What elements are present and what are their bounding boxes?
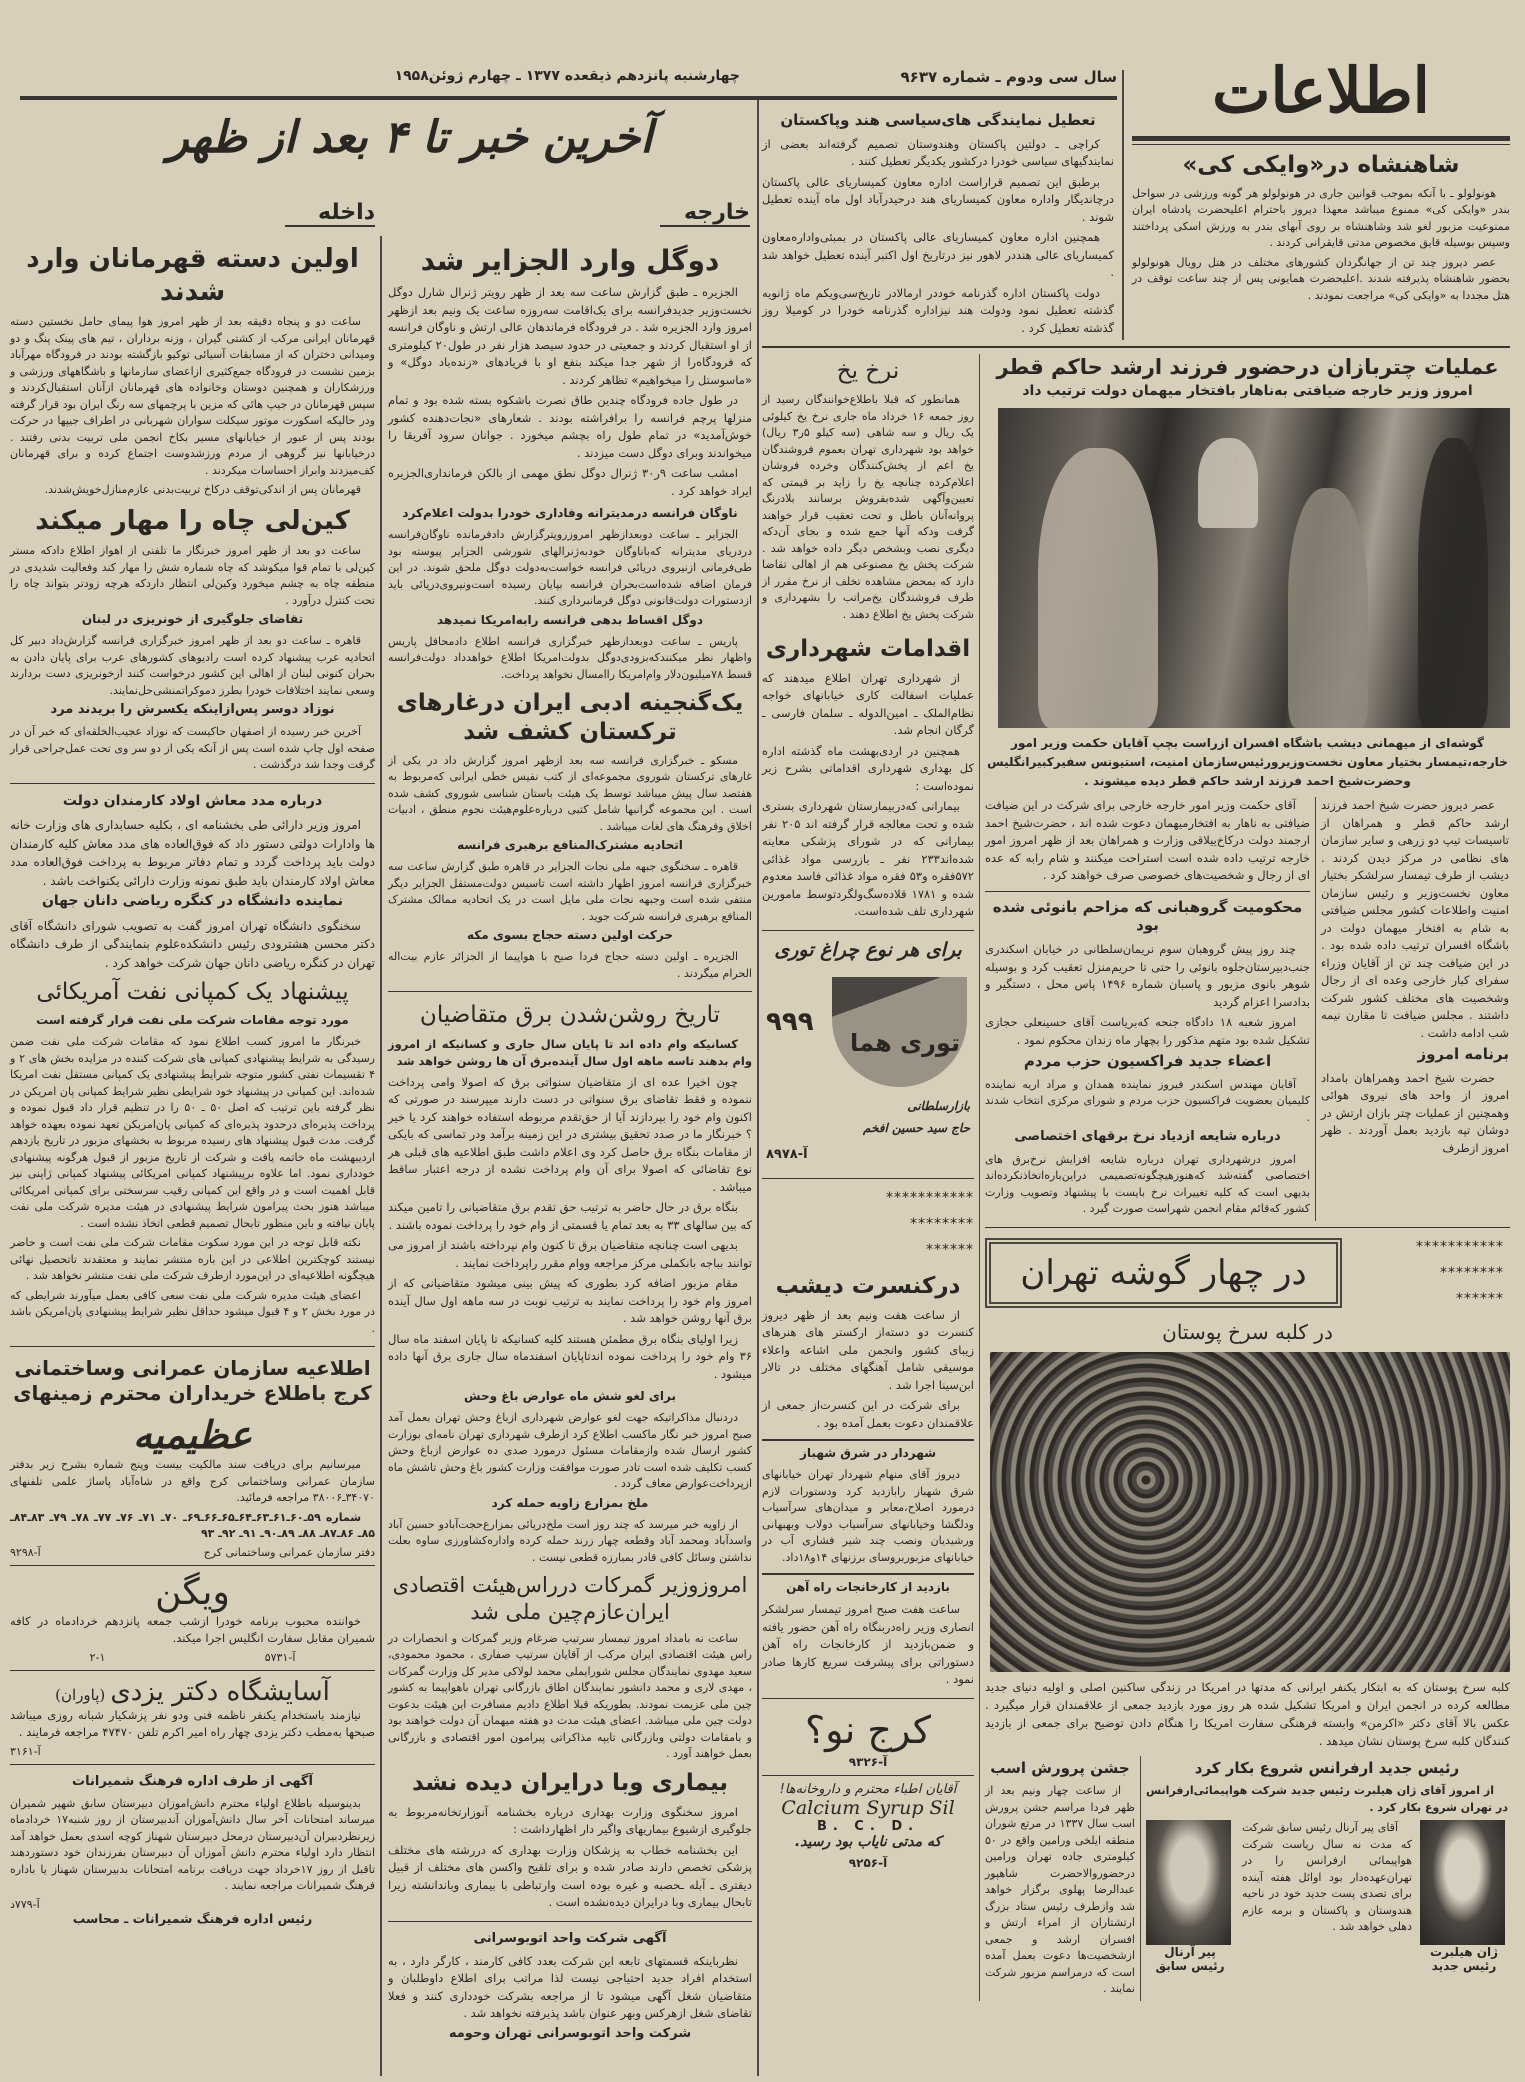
subheadline: (پاوران) xyxy=(55,1685,106,1704)
article-railway xyxy=(762,1573,974,1692)
column-divider xyxy=(757,100,759,2076)
portrait-block xyxy=(1146,1820,1234,1973)
ad-code: آ-۹۲۵۶ xyxy=(848,1855,888,1870)
qatar-right-column xyxy=(1321,797,1509,1221)
calcium-ad xyxy=(762,1782,974,1870)
article-police xyxy=(985,898,1310,1050)
headline: تعطیل نمایندگی های‌سیاسی هند وپاکستان xyxy=(780,111,1096,129)
article-air-france-body xyxy=(1242,1820,1412,1973)
section-rule xyxy=(10,783,375,784)
section-rule xyxy=(388,1921,752,1922)
paragraph: الجزیره ـ اولین دسته حجاج فردا صبح با هواپیما از الجزائر عازم بیت‌اله الحرام میگردند . xyxy=(388,950,752,980)
paragraph: ساعت نه بامداد امروز تیمسار سرتیپ ضرغام وزیر گمرکات و انحصارات در راس هیئت اقتصادی ایران مرکب از آقایان سرتیپ صفاری ، محمود محمودی، سعید مهدوی نمایندگان مجلس شورایملی محمد لولاکی مدیر کل وزارت گمرکات ، مهدی لاری و محمد دانشور نمایندگان اطاق بازرگانی تهران باهواپیما به کشور چین ملی عزیمت نمودند. بطوریکه قبلا اطلاع دادیم مسافرت این هیئت بدعوت دولت چین ملی میباشد. اعضای هیئت مدت دو هفته میهمان آن دولت خواهند بود و بامقامات دولتی وبازرگانی تایپه مذاکراتی پیرامون امور اقتصادی و بازرگانی بعمل خواهند آورد . xyxy=(388,1631,752,1761)
corners-title: در چهار گوشه تهران xyxy=(1020,1252,1307,1293)
paragraph: خبرنگار ما امروز کسب اطلاع نمود که مقامات شرکت ملی نفت ضمن رسیدگی به شرایط پیشنهادی کمپانی های شرکت کننده در مزایده بخش های ۲ و ۴ تقسیمات نفتی کشور متوجه شرایط پیشنهادی یک کمپانی مستقل نفت امریکا شده‌اند. این کمپانی در پیشنهاد خود شرایطی نظیر شرایط کمپانی پان امریکن در نظر گرفته باین ترتیب که اصل ۵۰ ـ ۵۰ را در تنظیم قرار داد قبول نموده و پرداخت پذیره‌ای درحدود پذیره‌ای که کمپانی پان‌امریکن تعهد نموده بعهده خواهد گرفت. مدت قبول پیشنهاد های رسیده مربوط به بخشهای مزبور در تاریخ یازدهم اردیبهشت ماه خاتمه یافت و شرکت از تاریخ مزبور از قبول هرگونه پیشنهادی خودداری نمود. اما علاوه برپیشنهاد کمپانی امریکائی پیشنهاد کمپانی ژاپنی نیز قابل اهمیت است و در واقع این کمپانی رقیب سرسختی برای کمپانی امریکائی میباشد هنوز بحث پیرامون شرایط پیشنهادی در هیئت مدیره شرکت ملی نفت پایان نیافته و باین منظور تابحال تصمیم قطعی اتخاذ نشده است . xyxy=(10,1035,375,1230)
paragraph: بدیهی است چنانچه متقاضیان برق تا کنون وام نپرداخته باشند از امروز می توانند بباجه بانکملی مرکز مراجعه ووام مقرر راپرداخت نمایند . xyxy=(388,1238,752,1270)
paragraph: امروز درشهرداری تهران درباره شایعه افزایش نرخ‌برق های اختصاصی گفته‌شد که‌هنوزهیچگونه‌تصمیمی دراین‌باره‌اتخاذنکرده‌اند بدیهی است که کلیه تغییرات نرخ بایست با پیشنهاد وتصویب وزارت کشور که‌قائم مقام انجمن شهراست صورت گیرد . xyxy=(985,1152,1310,1215)
headline: تاریخ روشن‌شدن برق متقاضیان xyxy=(419,1002,721,1028)
banner-headline: آخرین خبر تا ۴ بعد از ظهر xyxy=(167,112,653,163)
subheadline: برای لغو شش ماه عوارض باغ وحش xyxy=(464,1389,676,1404)
paragraph: خواننده محبوب برنامه خودرا ازشب جمعه پانزدهم خردادماه در کافه شمیران مقابل سفارت انگلیس اجرا میکند. xyxy=(10,1613,375,1645)
paragraph: از زاویه خبر میرسد که چند روز است ملخ‌دریائی بمزارع‌حجت‌آبادو حسین آباد واسدآباد ومحمد آباد وقطعه چهار زرند حمله کرده واداره‌کشاورزی ساوه بعلت نداشتن وسائل کافی قادر بمبارزه قطعی نیست . xyxy=(388,1517,752,1564)
section-rule xyxy=(762,930,974,931)
headline: آسایشگاه دکتر یزدی xyxy=(110,1676,330,1707)
article-oil xyxy=(10,975,375,1340)
ad-brand: عظیمیه xyxy=(132,1412,253,1457)
photo-caption: گوشه‌ای از میهمانی دیشب باشگاه افسران ازراست بچپ آقایان حکمت وزیر امور خارجه،تیمسار بختیار معاون نخست‌وزیرورئیس‌سازمان امنیت، استیونس سفیرکبیرانگلیس وحضرت‌شیخ احمد فرزند ارشد حاکم قطر دیده میشوند . xyxy=(987,736,1508,788)
ad-seller: بازارسلطانی xyxy=(907,1098,970,1113)
ad-line: آقایان اطباء محترم و داروخانه‌ها! xyxy=(779,1781,957,1797)
decorative-stars: ****** xyxy=(926,1241,974,1258)
ad-code: ۲-۱ xyxy=(89,1650,106,1664)
paragraph: آقای پیر آرنال رئیس سابق شرکت که مدت نه سال ریاست شرکت هواپیمائی ارفرانس را در تهران‌عهده‌دار بود اوائل هفته آینده برای تصدی پست جدید خود در ناحیه هندوستان و پاکستان و برمه عازم دهلی خواهد شد . xyxy=(1242,1821,1412,1934)
paragraph: در طول جاده فرودگاه چندین طاق نصرت باشکوه بسته شده بود و تمام منزلها پرچم فرانسه را برافراشته بودند . شعارهای «نجات‌دهنده کشور خوش‌آمدید» در تمام طول راه بچشم میخورد . جوانان سرود آفریقا را میخواندند وبرای دوگل دست میزدند . xyxy=(388,393,752,460)
paragraph: حضرت شیخ احمد وهمراهان بامداد امروز از واحد های نیروی هوائی وهمچنین از عملیات چتر بازان ارتش در دوشان تپه بازدید بعمل آوردند . ظهر امروز ازطرف xyxy=(1321,1070,1509,1155)
photo-caption: کلبه سرخ پوستان که به ابتکار یکنفر ایرانی که مدتها در امریکا در زندگی ساکنین اصلی و اولیه دنیای جدید مطالعه کرده در انجمن ایران و امریکا تشکیل شده هر روز مورد بازدید جمعی از علاقمندان قرار میگیرد . عکس بالا آقای دکتر «اکرمن» وابسته فرهنگی سفارت امریکا را هنگام دادن توضیح برای جمعی از بازدید کنندگان کلبه سرخ پوستان نشان میدهد . xyxy=(985,1679,1510,1748)
headline: اطلاعیه سازمان عمرانی وساختمانی کرج باطلاع خریداران محترم زمینهای xyxy=(13,1356,372,1405)
corners-title-box xyxy=(985,1238,1342,1308)
headline: شهردار در شرق شهباز xyxy=(800,1446,936,1460)
headline: دوگل وارد الجزایر شد xyxy=(420,244,720,277)
paragraph: اعضای هیئت مدیره شرکت ملی نفت سعی کافی بعمل میآورند شرایطی که در مورد بخش ۲ و ۴ قبول میشود حداقل نظیر شرایط پیشنهادی پان‌امریکن باشد . xyxy=(10,1288,376,1335)
section-rule xyxy=(762,1178,974,1179)
ad-line: که مدتی نایاب بود رسید. xyxy=(794,1833,942,1850)
paragraph: شماره ۵۹ـ۶۰ـ۶۱ـ۶۳ـ۶۴ـ۶۵ـ۶۶ـ۶۹ـ ۷۰ـ ۷۱ـ ۷۶ـ ۷۷ـ ۷۸ـ ۷۹ـ ۸۳ـ۸۴ـ ۸۵ـ ۸۶ـ۸۷ـ ۸۸ـ ۸۹ـ۹۰ـ ۹۱ـ ۹۲ـ ۹۳ xyxy=(10,1510,375,1540)
article-kinley xyxy=(10,502,375,777)
headline: نماینده دانشگاه در کنگره ریاضی دانان جهان xyxy=(41,893,344,910)
caption-title: رئیس جدید xyxy=(1431,1959,1497,1974)
culture-office-notice xyxy=(10,1771,375,1926)
issue-date: چهارشنبه پانزدهم ذیقعده ۱۳۷۷ ـ چهارم ژوئن۱۹۵۸ xyxy=(394,68,740,84)
headline: اولین دسته قهرمانان وارد شدند xyxy=(26,244,359,307)
headline: عملیات چتربازان درحضور فرزند ارشد حاکم قطر xyxy=(996,355,1499,380)
paragraph: قاهره ـ سخنگوی جبهه ملی نجات الجزایر در قاهره طبق گزارش ساعت سه خبرگزاری فرانسه امروز اظهار داشته است تاسیس دولت‌مستقل الجزایر دیگر منتفی شده است وجبهه نجات ملی مایل است در یک اتحادیه ممالک مشترک المنافع برهبری فرانسه شرکت جوید . xyxy=(388,860,752,923)
decorative-stars: *********** xyxy=(1416,1238,1504,1255)
article-electricity xyxy=(388,998,752,1386)
masthead-rule xyxy=(1132,136,1510,145)
signature: رئیس اداره فرهنگ شمیرانات ـ محاسب xyxy=(72,1910,313,1926)
paragraph: بدینوسیله باطلاع اولیاء محترم دانش‌اموزان دبیرستان سابق شهپر شمیران میرساند امتحانات آخر سال دانش‌آموزان آندبیرستان از روز شنبه۱۷ خردادماه زیرنظردبیران آن‌دبیرستان درمحل دبیرستان شهناز کوچه اسدی بعمل خواهد آمد انتظار دارد اولیاء محترم دانش آموزان آن دبیرستان بفرزندان خود دستوردهند تاقبل از روز ۱۷خرداد جهت دریافت برنامه امتحانات بدبیرستان شهناز یا باداره فرهنگ شمیرانات مراجعه نمایند . xyxy=(10,1796,376,1893)
karaj-notice xyxy=(10,1353,375,1559)
paragraph: امروز سخنگوی وزارت بهداری درباره بخشنامه آنوزارتخانه‌مربوط به جلوگیری ازشیوع بیماریهای واگیر دار اظهارداشت : xyxy=(388,1804,752,1836)
headline: پیشنهاد یک کمپانی نفت آمریکائی xyxy=(36,979,349,1006)
paragraph: مقام مزبور اضافه کرد بطوری که پیش بینی میشود متقاضیانی که از امروز وام خود را پرداخت نمایند به ترتیب نوبت در سه ماهه اول سال آینده برق آنها روشن خواهد شد . xyxy=(388,1276,752,1326)
clinic-ad xyxy=(10,1677,375,1758)
headline: کین‌لی چاه را مهار میکند xyxy=(35,505,350,536)
section-rule xyxy=(10,1346,375,1347)
ad-brand: ویگن xyxy=(155,1571,230,1613)
article-shah xyxy=(1132,50,1510,340)
photo-figure xyxy=(1288,488,1368,728)
corners-header xyxy=(985,1234,1510,1312)
headline: اعضاء جدید فراکسیون حزب مردم xyxy=(1023,1052,1272,1070)
headline: جشن پرورش اسب xyxy=(990,1758,1130,1777)
bottom-row xyxy=(985,1756,1510,2001)
top-row xyxy=(762,50,1510,340)
subheadline: مورد توجه مقامات شرکت ملی نفت قرار گرفته است xyxy=(36,1013,349,1027)
article-concert xyxy=(762,1269,974,1435)
right-column xyxy=(985,354,1510,2001)
qatar-columns xyxy=(985,797,1510,1221)
section-rule xyxy=(10,1670,375,1671)
vigen-ad xyxy=(10,1572,375,1664)
portrait-jean-hilbert xyxy=(1420,1820,1505,1945)
paragraph: ساعت دو و پنجاه دقیقه بعد از ظهر امروز هوا پیمای حامل نخستین دسته قهرمانان ایرانی مرکب از کشتی گیران ، وزنه برداران ، تیم های پینک پنگ و دو ومیدانی دختران که از مسابقات آسیائی توکیو بازگشته بودند در فرودگاه مهرآباد بزمین نشست در فرودگاه جمع‌کثیری ازاعضای سازمانها و باشگاههای ورزشی و ورزشکاران و همچنین دوستان وخانواده های قهرمانان ازآنان استقبال‌کردند و سپس قهرمانان در جیپ هائی که مزین با پرچمهای سه رنگ ایران بود قرار گرفته ودر حالیکه اسکورت موتور سیکلت سواران شهربانی در اطراف جیپها در حرکت بودند پس از عبور از خیابانهای مسیر بکاخ انجمن ملی تربیت بدنی رفتند . درخیابانها نیز گروهی از مردم ورزشدوست اجتماع کرده و برای قهرمانان کف‌میزدند وابراز احساسات میکردند . xyxy=(10,315,375,477)
headline: بازدید از کارخانجات راه آهن xyxy=(786,1580,950,1594)
section-rule xyxy=(762,1775,974,1776)
paragraph: از ساعت هفت ونیم بعد از ظهر دیروز کنسرت دو دسته‌از ارکستر های هنرهای زیبای کشور وانجمن ملی اشاعه واعلاء موسیقی شامل آهنگهای مختلف در تالار ابن‌سینا اجرا شد . xyxy=(762,1307,974,1392)
paragraph: الجزیره ـ طبق گزارش ساعت سه بعد از ظهر رویتر ژنرال شارل دوگل نخست‌وزیر جدیدفرانسه برای یک‌اقامت سه‌روزه ساعت یک ونیم بعد ازظهر امروز وارد الجزیره شد . در فرودگاه فرماندهان عالی ارتش و ناوگان فرانسه از او استقبال کردند و جمعیتی در حدود سیصد هزار نفر در طول۲۰ کیلومتری که فرودگاه‌را از شهر جدا میکند بنفع او با فریادهای «زنده‌باد دوگل» و «ماسوستل را میخواهیم» تظاهر کردند . xyxy=(388,285,752,387)
paragraph: قهرمانان پس از اندکی‌توقف درکاخ تربیت‌بدنی عازم‌منازل‌خویش‌شدند. xyxy=(44,483,361,496)
lead: کسانیکه وام داده اند تا پایان سال جاری و کسانیکه از امروز وام بدهند تاسه ماهه اول سال آینده‌برق آن ها روشن خواهد شد xyxy=(388,1036,752,1069)
headline: شاهنشاه در«وایکی کی» xyxy=(1182,152,1460,178)
portrait-pierre-arnal xyxy=(1146,1820,1231,1945)
paragraph: چون اخیرا عده ای از متقاضیان سنواتی برق که اصولا وامی پرداخت ننموده و فقط تقاضای برق سنواتی در دست دارند میپرسند در صورتی که اکنون وام خود را بپردازند آیا از حق‌تقدم مربوطه استفاده خواهند کرد یا خیر ؟ خبرنگار ما در صدد تحقیق بیشتری در این زمینه برآمد ودر تماسی که بایکی از مقامات بنگاه برق حاصل کرد وی اعلام داشت طبق اطلاعیه های قبلی هر نوع تقاضائی که اصولا برای آن وام پرداخت نشده از درجه اعتبار ساقط میباشد . xyxy=(388,1074,752,1194)
subheadline: برنامه امروز xyxy=(1417,1045,1509,1063)
karaj-ad xyxy=(762,1705,974,1769)
signature: دفتر سازمان عمرانی وساختمانی کرج xyxy=(203,1545,375,1559)
paragraph: از شهرداری تهران اطلاع میدهند که عملیات اسفالت کاری خیابانهای خواجه نظام‌الملک ـ امین‌الدوله ـ سلمان فارسی ـ گرگان انجام شد. xyxy=(762,670,974,738)
article-salary xyxy=(10,790,375,976)
signature: شرکت واحد اتوبوسرانی تهران وحومه xyxy=(448,2025,692,2041)
headline: آگهی از طرف اداره فرهنگ شمیرانات xyxy=(72,1773,313,1789)
headline: امروزوزیر گمرکات درراس‌هیئت اقتصادی ایران‌عازم‌چین ملی شد xyxy=(392,1573,748,1624)
lower-row xyxy=(762,354,1510,2001)
qatar-left-column xyxy=(985,797,1310,1221)
right-half xyxy=(762,50,1510,2001)
paragraph: دولت پاکستان اداره گذرنامه خوددر ارمالادر تاریخ‌سی‌ویکم ماه ژانویه گذشته تعطیل نمود ودولت هند نیزاداره گذرنامه خودرا در کومیلا روز گذشته تعطیل کرد . xyxy=(762,285,1114,335)
paragraph: آقای حکمت وزیر امور خارجه خارجی برای شرکت در این ضیافت ضیافتی به ناهار به افتخارمیهمان دعوت شده اند ، حضرت‌شیخ احمد ارجمند دولت درکاخ‌ییلاقی وزارت و همراهان بعد از ظهر امروز امور خارجه ترتیب داده شده است استراحت میکنند و شام رابه که عده ای از رجال و شخصیت‌های خصوصی صرف خواهند کرد . xyxy=(985,798,1310,882)
lamp-ad xyxy=(762,937,974,1172)
column-divider xyxy=(1140,1756,1141,2001)
column-divider xyxy=(1315,797,1316,1221)
ad-code: آ-۳۱۶۱ xyxy=(10,1744,41,1758)
section-rule xyxy=(10,1764,375,1765)
headline: یک‌گنجینه ادبی ایران درغارهای ترکستان کشف شد xyxy=(396,690,744,745)
article-cholera xyxy=(388,1766,752,1915)
headline: درباره شایعه ازدیاد نرخ برقهای اختصاصی xyxy=(1014,1129,1281,1145)
ad-number: ۹۹۹ xyxy=(766,1006,814,1037)
ad-code: آ-۹۳۲۶ xyxy=(848,1754,888,1769)
ad-code: آ-۸۹۷۸ xyxy=(766,1146,808,1162)
caption-name: پیر آرنال xyxy=(1164,1945,1216,1960)
article-power-rates xyxy=(985,1129,1310,1217)
paragraph: بنگاه برق در حال حاضر به ترتیب حق تقدم برق متقاضیانی را تامین میکند که بین سالهای ۳۳ به بعد تمام یا قسمتی از وام خود را پرداخت نموده باشند . xyxy=(388,1200,752,1232)
stars-group xyxy=(1354,1234,1504,1312)
photo-figure xyxy=(1198,438,1258,528)
subheadline: نوزاد دوسر پس‌ازاینکه یکسرش را بریدند مرد xyxy=(50,702,335,717)
ad-title: برای هر نوع چراغ توری xyxy=(774,938,962,961)
ad-brand: توری هما xyxy=(850,1028,960,1057)
paragraph: پاریس ـ ساعت دوبعدازظهر خبرگزاری فرانسه اطلاع دادمحافل پاریس واظهار نظر میکنندکه‌بزودی‌دوگل بدولت‌امریکا اطلاع خواهدداد دولت‌فرانسه قسط ۷۸میلیون‌دلار وام‌امریکا راامسال نخواهد پرداخت. xyxy=(388,634,752,681)
column-divider xyxy=(380,236,382,2076)
photo-indian-hut-visitors xyxy=(990,1352,1510,1672)
section-rule xyxy=(762,1698,974,1699)
paragraph: امروز شعبه ۱۸ دادگاه جنحه که‌بریاست آقای حسینعلی حجازی تشکیل شده بود متهم مذکور را بچهار ماه زندان محکوم نمود . xyxy=(985,1015,1310,1047)
ad-title: کرج نو؟ xyxy=(804,1707,932,1752)
paragraph: عصر دیروز چند تن از جهانگردان کشورهای مختلف در هتل رویال هونولولو بحضور شاهنشاه پذیرفته شدند .اعلیحضرت همایونی پس از چند ساعت توقف در هتل مجددا به «وایکی کی» مراجعت نمودند . xyxy=(1132,255,1510,302)
caption-name: ژان هیلبرت xyxy=(1430,1945,1498,1960)
ad-brand: Calcium Syrup Sil xyxy=(781,1796,955,1819)
domestic-column xyxy=(10,240,375,1926)
paragraph: همچنین اداره معاون کمیساریای عالی پاکستان در بمبئی‌واداره‌معاون کمیساریای عالی هنددر لاهور نیز درتاریخ اول اکتبر آینده تعطیل خواهد شد . xyxy=(762,230,1114,280)
section-label-foreign: خارجه xyxy=(660,200,750,227)
paragraph: زیرا اولیای بنگاه برق مطمئن هستند کلیه کسانیکه تا پایان اسفند ماه سال ۳۶ وام خود را پرداخت نموده اندتاپایان اسفندماه سال جاری برق آنها داده میشود . xyxy=(388,1331,752,1381)
paragraph: برای شرکت در این کنسرت‌از جمعی از علاقمندان دعوت بعمل آمده بود . xyxy=(762,1398,974,1430)
headline: آگهی شرکت واحد اتوبوسرانی xyxy=(473,1930,667,1946)
paragraph: امروز وزیر دارائی طی بخشنامه ای ، بکلیه حسابداری های وزارت خانه ها وادارات دولتی دستور داد که فوق‌العاده های مدد معاش کلیه کارمندان دولت باید پرداخت گردد و تمام دفاتر مربوط به پرداخت فوق‌العاده مدد معاش اولاد کارمندان باید طبق نمونه وزارت دارائی یکنواخت باشد . xyxy=(10,818,375,888)
section-rule xyxy=(388,991,752,992)
paragraph: برطبق این تصمیم قراراست اداره معاون کمیساریای عالی پاکستان درچاندیگار واداره معاون کمیساریای هند درحیدرآباد اول ماه آینده تعطیل شوند . xyxy=(762,174,1114,224)
paragraph: بیمارانی که‌دربیمارستان شهرداری بستری شده و تحت معالجه قرار گرفته اند ۲۰۵ نفر بیمارانی که در شورای پزشکی معاینه شده‌اند۲۳۳ نفر ـ بازرسی مواد غذائی ۵۷۲فقره و۵۳ فقره مواد غذائی فاسد معدوم شده و ۱۷۸۱ قلاده‌سگ‌ولگردتوسط مامورین شهرداری تلف شده‌است. xyxy=(762,799,974,919)
decorative-stars: *********** xyxy=(886,1189,974,1206)
subheadline: اتحادیه مشترک‌المنافع برهبری فرانسه xyxy=(457,838,683,852)
headline: اقدامات شهرداری xyxy=(765,636,971,662)
paragraph: سخنگوی دانشگاه تهران امروز گفت به تصویب شورای دانشگاه آقای دکتر محسن هشترودی رئیس دانشکده‌علوم بنمایندگی از طرف دانشگاه تهران در کنگره ریاضی دانان جهان شرکت خواهد کرد . xyxy=(10,918,375,970)
subheadline: تقاضای جلوگیری از خونریزی در لبنان xyxy=(81,612,304,626)
section-rule xyxy=(985,1227,1510,1228)
section-label-domestic: داخله xyxy=(285,200,375,227)
ad-code: آ-۹۲۹۸ xyxy=(10,1545,41,1559)
center-column xyxy=(762,354,974,2001)
headline: محکومیت گروهبانی که مزاحم بانوئی شده بود xyxy=(992,897,1303,935)
paragraph: نیازمند باستخدام یکنفر ناظمه فنی ودو نفر پزشکیار شبانه روزی میباشد صبحها به‌مطب دکتر یزدی چهار راه امیر اکرم تلفن ۴۷۴۷۰ مراجعه فرمایند . xyxy=(10,1707,375,1739)
bus-company-notice xyxy=(388,1928,752,2041)
paragraph: مسکو ـ خبرگزاری فرانسه سه بعد ازظهر امروز گزارش داد در یکی از غارهای ترکستان شوروی مجموعه‌ای از کتب نفیس خطی ایرانی که‌مربوط به هفتصد سال پیش میباشد توسط یک هیئت باستان شناسی شوروی کشف شده است . این مجموعه گرانبها شامل کتبی درباره‌علوم‌هیئت نجوم منطق ، ادبیات اخلاق وفرهنگ های لغات میباشد . xyxy=(388,753,752,833)
paragraph: این بخشنامه خطاب به پزشکان وزارت بهداری که دررشته های مختلف پزشکی تخصص دارند صادر شده و برای تلقیح واکسن های مختلف از قبیل دیفتری ـ آبله ـحصبه و غیره بوده است وارتباطی با بیماری وباندانشته زیرا تابحال بیماری وبا درایران دیده‌نشده است . xyxy=(388,1842,752,1909)
paragraph: هونولولو ـ با آنکه بموجب قوانین جاری در هونولولو هر گونه ورزشی در سواحل بندر «وایکی کی» ممنوع میباشد معهذا دیروز باحترام اعلیحضرت پادشاه ایران ممنوعیت مزبور لغو شد وشاهنشاه بر روی آبهای بندر به ورزش اسکی پرداختند وسپس بوسیله قایق مخصوص مدتی قایقرانی کردند . xyxy=(1132,186,1510,250)
paragraph: عصر دیروز حضرت شیخ احمد فرزند ارشد حاکم قطر و همراهان از تاسیسات تیپ دو زرهی و سایر سازمان های نظامی در مرکز دیدن کردند . دیشب از طرف تیمسار سرلشکر بختیار معاون نخست‌وزیر و رئیس سازمان امنیت واطلاعات کشور مجلس ضیافتی به شام به افتخار میهمان دولت در باشگاه افسران ترتیب داده شده بود . در این ضیافت چند تن از آقایان وزراء سفرای کبار خارجی وعده ای از رجال وشخصیت های مختلف کشور شرکت داشتند . مجلس ضیافت تا مقارن نیمه شب ادامه داشت . xyxy=(1321,798,1509,1040)
ad-code: آ-۷۷۹د xyxy=(10,1897,40,1911)
paragraph: از امروز آقای ژان هیلبرت رئیس جدید شرکت هواپیمائی‌ارفرانس در تهران شروع بکار کرد . xyxy=(1146,1784,1508,1814)
headline: درباره مدد معاش اولاد کارمندان دولت xyxy=(62,792,323,809)
subheadline: ملخ بمزارع زاویه حمله کرد xyxy=(491,1495,649,1510)
article-de-gaulle xyxy=(388,240,752,503)
paragraph: همانطور که قبلا باطلاع‌خوانندگان رسید از روز جمعه ۱۶ خرداد ماه جاری نرخ یخ کیلوئی یک ریال و سه شاهی (سه کیلو ۵ر۳ ریال) خواهد بود شهرداری تهران بعموم فروشندگان یخ اعم از پخش‌کنندگان وخرده فروشان اعلام‌کرده چنانچه یخ را زاید بر قیمتی که تعیین‌وآگهی شده‌بفروش برسانند بلادرنگ پروانه‌آنان باطل و تحت تعقیب قرار خواهند گرفت ودکه آنها جمع شده و بجای آن‌دکه دیگری نصب وبشخص دیگر داده خواهد شد . شرکت پخش یخ مصنوعی هم از اهالی تقاضا دارد که بمحض مشاهده تخلف از نرخ مقرر از طرف فروشندگان یخ‌مراتب را بشهرداری و شرکت پخش یخ اطلاع دهند . xyxy=(762,393,974,621)
paragraph: میرسانیم برای دریافت سند مالکیت بیست وپنج شماره بشرح زیر بدفتر سازمان عمرانی وساختمانی کرج واقع در شاه‌آباد پاساژ علمی تلفنهای ۳۴۰۷۰ـ۳۸۰۰۶ مراجعه فرمائید. xyxy=(10,1458,375,1504)
ad-seller: حاج سید حسین افخم xyxy=(862,1120,970,1135)
ad-code: آ-۵۷۳۱ xyxy=(264,1650,296,1664)
paragraph: از ساعت چهار ونیم بعد از ظهر فردا مراسم جشن پرورش اسب سال ۱۳۳۷ در مرتع شوران منطقه ایلخی ورامین واقع در ۵۰ کیلومتری جاده تهران ورامین درحضوروالاحضرت شاهپور عبدالرضا پهلوی برگزار خواهد شد وازطرف رئیس ستاد بزرگ ارتشتاران از امراء ارتش و افسران ارشد و جمعی ازشخصیت‌ها دعوت بعمل آمده است که درمراسم مزبور شرکت نمایند . xyxy=(985,1784,1135,1996)
article-pakistan xyxy=(762,50,1114,340)
subheadline: دوگل اقساط بدهی فرانسه رابه‌امریکا نمیدهد xyxy=(436,612,704,627)
paragraph: نکته قابل توجه در این مورد سکوت مقامات شرکت ملی نفت است و حاضر نیستند کوچکترین اطلاعی در این باره منتشر نمایند و معتقدند تاتحصیل نهائی هیچگونه اطلاعیه‌ای در این‌مورد ازطرف شرکت ملی نفت منتشر نخواهد شد . xyxy=(10,1236,375,1282)
ad-subtitle: B. C. D. xyxy=(816,1818,920,1834)
section-rule xyxy=(762,346,1510,348)
article-treasure xyxy=(388,686,752,985)
paragraph: نظرباینکه قسمتهای تابعه این شرکت بعدد کافی کارمند ، کارگر دارد ، به استخدام افراد جدید احتیاجی نیست لذا مراتب برای اطلاع داوطلبان و متقاضیان شغل آگهی میشود تا از مراجعه بشرکت خودداری کنند و فعلا تقاضای شغل ازهرکس وبهر عنوان باشد پذیرفته نخواهد شد . xyxy=(388,1953,752,2021)
paragraph: ساعت دو بعد از ظهر امروز خبرنگار ما تلفنی از اهواز اطلاع داد‌که مستر کین‌لی با تمام قوا میکوشد که چاه شماره شش را مهار کند وفعالیت شدیدی در منطقه چاه به چشم میخورد وکین‌لی انتظار داردکه هرچه زودتر بتواند چاه را تحت کنترل درآورد . xyxy=(10,544,375,607)
article-shahbaz xyxy=(762,1439,974,1569)
issue-number: سال سی ودوم ـ شماره ۹۶۳۷ xyxy=(900,68,1117,86)
article-ice-price xyxy=(762,354,974,626)
article-party xyxy=(985,1052,1310,1126)
corners-subtitle: در کلبه سرخ پوستان xyxy=(1162,1319,1333,1344)
headline: رئیس جدید ارفرانس شروع بکار کرد xyxy=(1194,1758,1460,1777)
paragraph: همچنین در اردی‌بهشت ماه گذشته اداره کل بهداری شهرداری اقداماتی بشرح زیر نموده‌است : xyxy=(762,743,974,793)
column-divider xyxy=(1122,70,1124,340)
photo-figure xyxy=(1038,448,1158,728)
caption-title: رئیس سابق xyxy=(1155,1959,1225,1974)
headline: نرخ یخ xyxy=(836,358,900,385)
subheadline: ناوگان فرانسه درمدیترانه وفاداری خودرا بدولت اعلام‌کرد xyxy=(402,506,738,520)
headline: درکنسرت دیشب xyxy=(775,1272,961,1299)
article-air-france xyxy=(1146,1756,1508,2001)
masthead-logo: اطلاعات xyxy=(1212,54,1430,127)
foreign-column xyxy=(388,240,752,2041)
photo-figure xyxy=(1418,438,1488,728)
section-rule xyxy=(985,891,1310,892)
headline: بیماری وبا درایران دیده نشد xyxy=(411,1769,728,1796)
paragraph: کراچی ـ دولتین پاکستان وهندوستان تصمیم گرفته‌اند بعضی از نمایندگیهای سیاسی خودرا درکشور یکدیگر تعطیل کنند . xyxy=(762,136,1114,169)
air-france-portraits xyxy=(1146,1820,1508,1973)
article-champions xyxy=(10,240,375,502)
subheadline: حرکت اولین دسته حجاج بسوی مکه xyxy=(467,928,673,942)
paragraph: دیروز آقای منهام شهردار تهران خیابانهای شرق شهباز رابازدید کرد ودستورات لازم درمورد اصلاح،معابر و میدان‌های سرآسیاب ودلگشا وخیابانهای سرآسیاب دولاب وبهبهانی ورشیدیان ونصب چند شیر فشاری آب در خیابانهای مزبوربروسای برزنهای ۱۴و۱۸داد. xyxy=(762,1468,974,1564)
decorative-stars: ******** xyxy=(910,1215,974,1232)
paragraph: قاهره ـ ساعت دو بعد از ظهر امروز خبرگزاری فرانسه گزارش‌داد دبیر کل اتحادیه عرب پیشنهاد کرده است رادیوهای کشورهای عرب برای پایان دادن به بحران کنونی لبنان از اهالی این کشور درخواست کنند ازخونریزی دست بردارند وسعی نمایند اختلافات خودرا بطرز دموکراتمنشی‌حل‌نمایند. xyxy=(10,634,375,697)
decorative-stars: ****** xyxy=(1456,1290,1504,1307)
portrait-block xyxy=(1420,1820,1508,1973)
paragraph: آخرین خبر رسیده از اصفهان حاکیست که نوزاد عجیب‌الخلقه‌ای که خبر آن در صفحه اول چاپ شده است پس از آنکه یکی از دو سر وی تحت عمل‌جراحی قرار گرفت وجدا شد درگذشت . xyxy=(10,725,375,772)
paragraph: دردنبال مذاکراتیکه جهت لغو عوارض شهرداری ازباغ وحش تهران بعمل آمد صبح امروز خبر نگار ماکسب اطلاع کرد ازطرف شهرداری تهران نامه‌ای بوزارت کشور ارسال شده وازمقامات مسئول درمورد صدی ده عوارض ازباغ وحش کسب تکلیف شده است تادر صورت موافقت وزارت کشور باغ وحش تاشش ماه ازپرداخت‌عوارض معاف گردد . xyxy=(388,1411,752,1491)
paragraph: الجزایر ـ ساعت دوبعدازظهر امروزرویترگزارش دادفرمانده ناوگان‌فرانسه دردریای مدیترانه که‌باناوگان خودبه‌ژنرالهای شورشی الجزایر پیوسته بود طی‌فرمانی ازنیروی دریائی فرانسه خواست‌به‌دولت دوگل ملحق شوند. در این فرمان اضافه شده‌است‌بحران فرانسه بپایان رسیده است‌ونیروی‌دریائی باید ازدستورات دولت‌قانونی دوگل فرمانبرداری کنند. xyxy=(388,528,752,607)
subheadline: امروز وزیر خارجه ضیافتی به‌ناهار بافتخار میهمان دولت ترتیب داد xyxy=(1022,382,1473,399)
section-rule xyxy=(10,1565,375,1566)
article-municipal xyxy=(762,632,974,924)
paragraph: آقایان مهندس اسکندر فیروز نماینده همدان و مراد اریه نماینده کلیمیان بعضویت فراکسیون حزب مردم و شورای مرکزی انتخاب شدند . xyxy=(985,1077,1310,1124)
article-horse-festival xyxy=(985,1756,1135,2001)
photo-qatar-reception xyxy=(998,408,1510,728)
article-customs xyxy=(388,1569,752,1766)
paragraph: چند روز پیش گروهبان سوم نریمان‌سلطانی در خیابان اسکندری جنب‌دبیرستان‌جلوه بانوئی را حتی تا حریم‌منزل تعقیب کرد و بوسیله شوهر بانوی مزبور و پاسبان شماره ۱۴۹۶ پاس محل ، دستگیر و بدادسرا اعزام گردید xyxy=(985,942,1310,1009)
column-divider xyxy=(979,354,980,2001)
paragraph: امشب ساعت ۹ر۳۰ ژنرال دوگل نطق مهمی از بالکن فرمانداری‌الجزیره ایراد خواهد کرد . xyxy=(388,466,752,498)
paragraph: ساعت هفت صبح امروز تیمسار سرلشکر انصاری وزیر راه‌دربنگاه راه آهن حضور یافته و ضمن‌بازدید از کارخانجات راه آهن دستوراتی برای پیشرفت سریع کارها صادر نمود . xyxy=(762,1602,974,1686)
decorative-stars: ******** xyxy=(1440,1264,1504,1281)
